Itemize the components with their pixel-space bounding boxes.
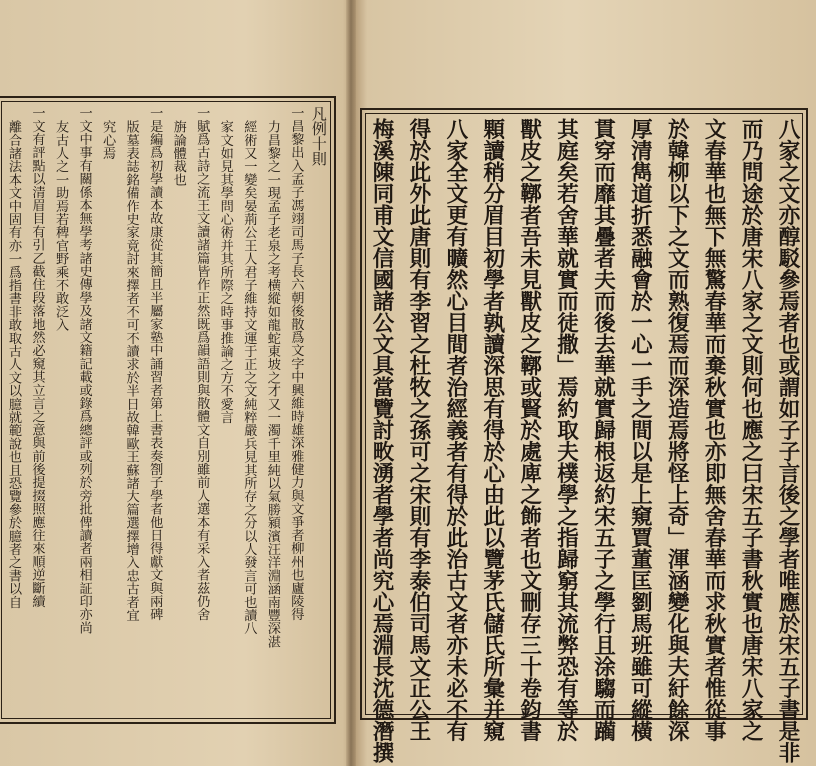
right-column-7: 其庭矣若舍華就實而徒撒」焉約取夫樸學之指歸窮其流弊恐有等於 [553, 118, 579, 742]
right-column-10: 八家全文更有曠然心目間者治經義者有得於此治古文者亦未必不有 [442, 118, 468, 742]
right-column-5: 厚清雋道折悉融會於一心一手之間以是上窺賈董匡劉馬班雖可縱橫 [627, 118, 653, 742]
left-page-heading: 凡例十則 [309, 106, 328, 166]
left-column-4: 家文如見其學問心術并其所際之時事推論之方不愛言 [217, 120, 233, 424]
left-column-10: 一文中事有關係本無學考諸史傳學及諸文籍記載或錄爲總評或列於旁批俾讀者兩相証印亦尚 [76, 106, 92, 634]
right-column-8: 獸皮之鞹者吾未見獸皮之鞹或賢於處庳之飾者也文刪存三十卷鈞書 [516, 118, 542, 742]
left-column-6: 旃論體裁也 [170, 120, 186, 186]
right-column-4: 於韓柳以下之文而熟復焉而深造焉將怪上奇」渾涵變化與夫紆餘深 [664, 118, 690, 742]
left-column-9: 究心焉 [100, 120, 116, 160]
left-page [0, 0, 350, 766]
left-column-2: 力昌黎之一現孟子老泉之考横縱如龍蛇東坡之才又一濁千里純以氣勝潁濱汪洋淵涵南豐深湛 [264, 120, 280, 648]
right-column-9: 顆讀稍分眉目初學者孰讀深思有得於心由此以覽茅氏儲氏所彙并窺 [479, 118, 505, 742]
left-column-1: 一昌黎出入孟子馮翊司馬子長六朝後散爲文字中興維時雄深雅健力與文爭者柳州也廬陵得 [288, 106, 304, 621]
right-page [352, 0, 816, 766]
right-page-text [369, 118, 800, 763]
left-column-3: 經術又一變矣晏荊公王人君子維持文運于正之文純粹嚴兵見其所存之分以人發言可也讀八 [241, 120, 257, 635]
left-page-frame [0, 96, 336, 724]
left-column-11: 友古人之一助焉若稗官野乘不敢泛入 [53, 120, 69, 332]
left-column-5: 一賦爲古詩之流王文讀諸篇皆作正然既爲韻語則與散體文自別雖前人選本有采入者茲仍舍 [194, 106, 210, 621]
right-column-12: 梅溪陳同甫文信國諸公文具當覽討畋湧者學者尚究心焉淵長沈德潛撰 [369, 118, 394, 763]
right-column-2: 而乃問途於唐宋八家之文則何也應之曰宋五子書秋實也唐宋八家之 [738, 118, 764, 742]
left-column-8: 版墓表誌銘備作史家竟討來擇者不可不讀求於半日故韓歐王蘇諸大篇選擇增入忠古者宜 [123, 120, 139, 622]
right-page-frame [360, 108, 808, 763]
right-column-3: 文春華也無下無驚春華而棄秋實也亦即無舍春華而求秋實者惟從事 [701, 118, 727, 742]
right-column-6: 貫穿而靡其疊者夫而後去華就實歸根返約宋五子之學行且涂騶而躏 [590, 118, 616, 742]
left-page-text [6, 106, 326, 714]
left-column-7: 一是編爲初學讀本故康從其簡且半屬家塾中誦習者第上書表奏劄子學者他日得獻文與兩碑 [147, 106, 163, 621]
left-column-13: 離合諸法本文中固有亦一爲指書非敢取古人文以臆就範說也且恐覽參於臆者之書以自 [6, 120, 21, 609]
left-column-12: 一文有評點以清眉目有引乙截住段落地然必窺其立言之意與前後提掇照應往來順逆斷續 [29, 106, 45, 608]
right-column-1: 八家之文亦醇駁參焉者也或謂如子子言後之學者唯應於宋五子書是非 [774, 118, 800, 763]
right-column-11: 得於此外此唐則有李習之杜牧之孫可之宋則有李泰伯司馬文正公王 [405, 118, 431, 742]
